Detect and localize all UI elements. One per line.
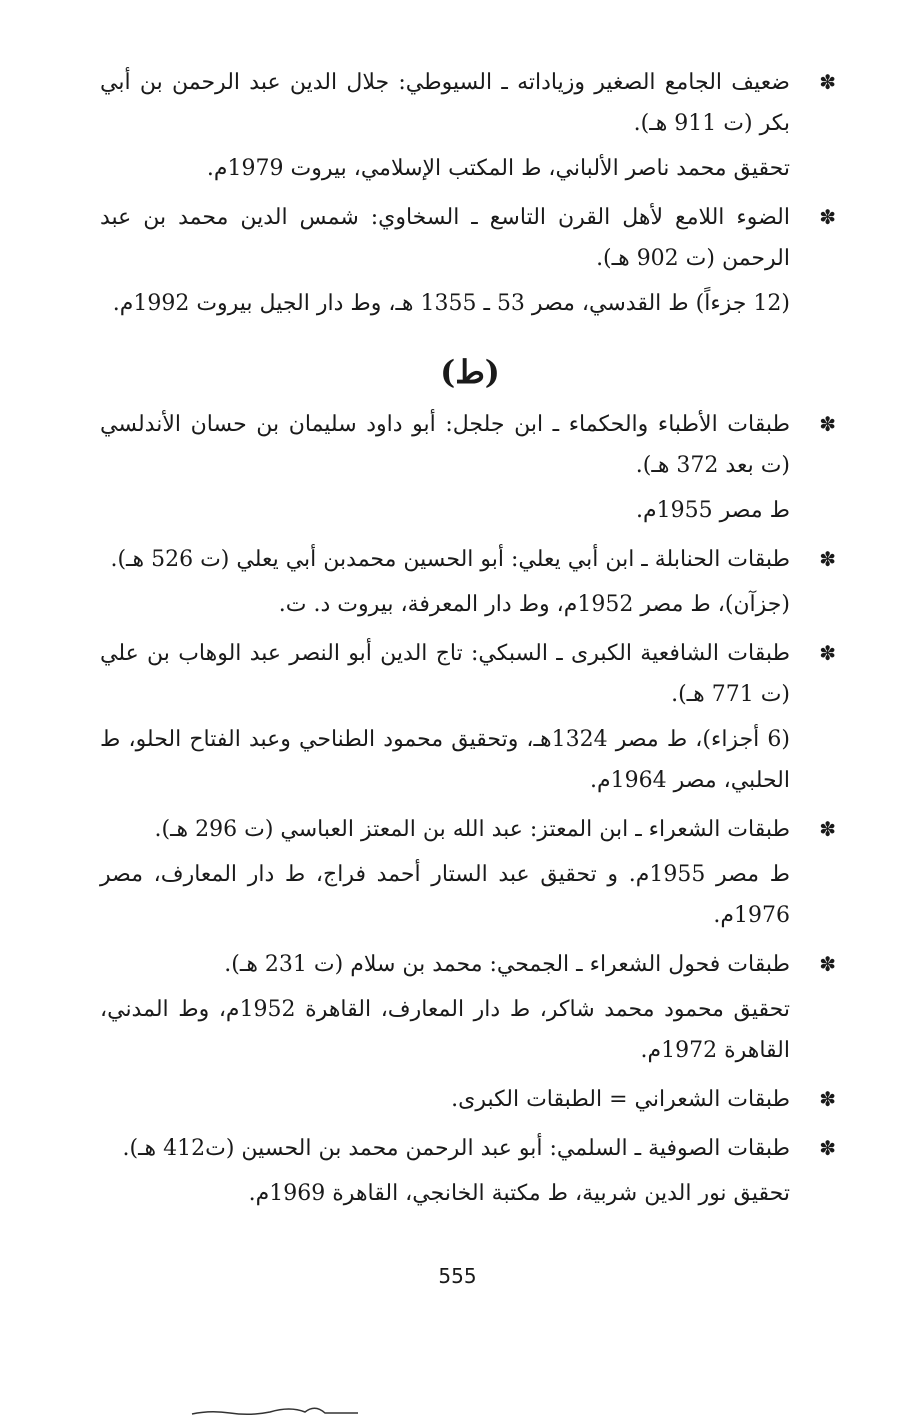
bibliography-entry xyxy=(100,1128,840,1214)
entry-title: طبقات فحول الشعراء ـ الجمحي: محمد بن سلام (ت 231 هـ). xyxy=(224,952,790,977)
bibliography-entry xyxy=(100,633,840,801)
entry-publication: تحقيق محمد ناصر الألباني، ط المكتب الإسلامي، بيروت 1979م. xyxy=(206,156,790,181)
entry-title: طبقات الشعراني = الطبقات الكبرى. xyxy=(451,1087,790,1112)
asterisk-bullet-icon: ✽ xyxy=(819,70,836,94)
bibliography-entry xyxy=(100,944,840,1071)
entry-publication: (6 أجزاء)، ط مصر 1324هـ، وتحقيق محمود الطناحي وعبد الفتاح الحلو، ط الحلبي، مصر 1964م. xyxy=(100,727,790,793)
asterisk-bullet-icon: ✽ xyxy=(819,817,836,841)
entry-publication: ط مصر 1955م. xyxy=(636,498,790,523)
entry-publication: ط مصر 1955م. و تحقيق عبد الستار أحمد فراج، ط دار المعارف، مصر 1976م. xyxy=(100,862,790,928)
entry-title: طبقات الشعراء ـ ابن المعتز: عبد الله بن المعتز العباسي (ت 296 هـ). xyxy=(154,817,790,842)
entry-publication: تحقيق محمود محمد شاكر، ط دار المعارف، القاهرة 1952م، وط المدني، القاهرة 1972م. xyxy=(100,997,791,1063)
page-number: 555 xyxy=(438,1264,477,1288)
bibliography-entry xyxy=(100,809,840,936)
asterisk-bullet-icon: ✽ xyxy=(819,412,836,436)
entry-title: طبقات الأطباء والحكماء ـ ابن جلجل: أبو داود سليمان بن حسان الأندلسي (ت بعد 372 هـ). xyxy=(100,412,790,478)
entry-publication: (جزآن)، ط مصر 1952م، وط دار المعرفة، بيروت د. ت. xyxy=(278,592,790,617)
entry-title: طبقات الشافعية الكبرى ـ السبكي: تاج الدين أبو النصر عبد الوهاب بن علي (ت 771 هـ). xyxy=(100,641,790,707)
asterisk-bullet-icon: ✽ xyxy=(819,1087,836,1111)
bibliography-entry xyxy=(100,62,840,189)
bibliography-page xyxy=(100,62,840,1222)
section-heading: (ط) xyxy=(440,353,500,391)
bibliography-entry xyxy=(100,197,840,324)
bibliography-entry xyxy=(100,1079,840,1120)
asterisk-bullet-icon: ✽ xyxy=(819,952,836,976)
entry-publication: تحقيق نور الدين شربية، ط مكتبة الخانجي، القاهرة 1969م. xyxy=(248,1181,790,1206)
asterisk-bullet-icon: ✽ xyxy=(819,205,836,229)
entry-title: ضعيف الجامع الصغير وزياداته ـ السيوطي: جلال الدين عبد الرحمن بن أبي بكر (ت 911 هـ). xyxy=(100,70,790,136)
asterisk-bullet-icon: ✽ xyxy=(819,641,836,665)
asterisk-bullet-icon: ✽ xyxy=(819,1136,836,1160)
entry-title: طبقات الصوفية ـ السلمي: أبو عبد الرحمن محمد بن الحسين (ت412 هـ). xyxy=(122,1136,790,1161)
scanned-handwriting-scrap xyxy=(190,1400,360,1416)
bibliography-entry xyxy=(100,404,840,531)
asterisk-bullet-icon: ✽ xyxy=(819,547,836,571)
bibliography-entry xyxy=(100,539,840,625)
entry-publication: (12 جزءاً) ط القدسي، مصر 53 ـ 1355 هـ، وط دار الجيل بيروت 1992م. xyxy=(112,291,790,316)
entry-title: طبقات الحنابلة ـ ابن أبي يعلي: أبو الحسين محمدبن أبي يعلي (ت 526 هـ). xyxy=(110,547,790,572)
entry-title: الضوء اللامع لأهل القرن التاسع ـ السخاوي: شمس الدين محمد بن عبد الرحمن (ت 902 هـ). xyxy=(100,205,790,271)
